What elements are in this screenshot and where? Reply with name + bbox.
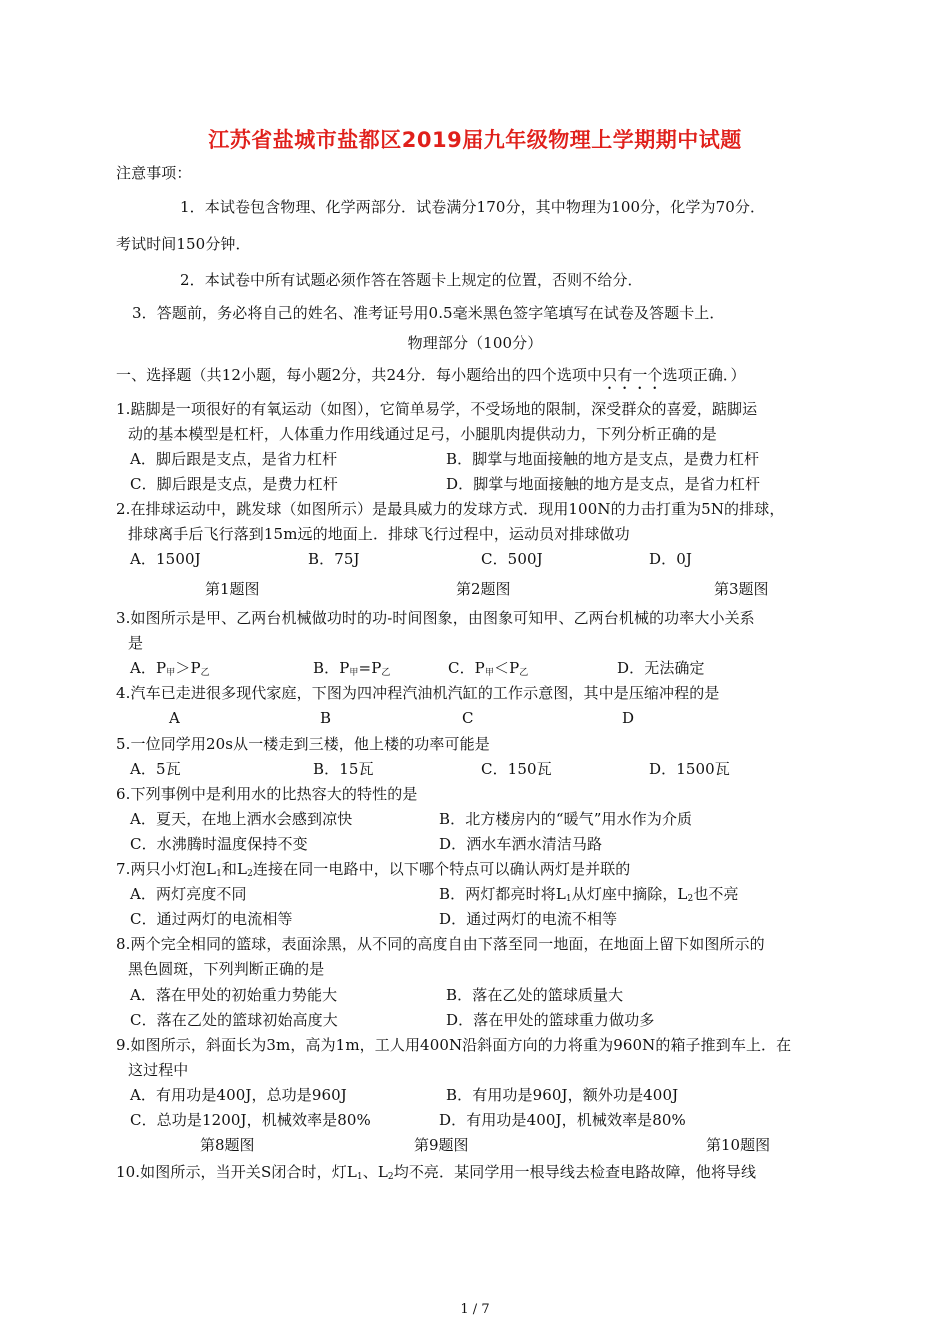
part1-instructions [116, 365, 746, 393]
q10-stem-mid: 、L [362, 1163, 388, 1181]
figure-caption-q2: 第2题图 [456, 580, 511, 598]
q8-stem-line2: 黑色圆斑，下列判断正确的是 [128, 960, 325, 978]
q5-option-c: C．150瓦 [481, 760, 552, 778]
q3-b-sub1: 甲 [349, 668, 359, 678]
q2-option-a: A．1500J [130, 550, 201, 568]
notice-item-1-cont: 考试时间150分钟． [116, 235, 251, 253]
part1-intro-emphasis: 只有一个 [602, 366, 663, 384]
q3-option-a [130, 658, 210, 678]
q3-option-d: D．无法确定 [617, 659, 705, 677]
q3-b-text: B．P [313, 659, 350, 677]
q7-stem-pre: 7.两只小灯泡L [116, 860, 217, 878]
q1-stem-line2: 动的基本模型是杠杆，人体重力作用线通过足弓，小腿肌肉提供动力，下列分析正确的是 [128, 425, 717, 443]
figure-caption-q1: 第1题图 [205, 580, 260, 598]
figure-caption-q3: 第3题图 [714, 580, 769, 598]
q10-stem-sub2: 2 [387, 1172, 394, 1182]
q9-stem-line2: 这过程中 [128, 1061, 189, 1079]
q4-label-d: D [622, 709, 635, 727]
q10-stem [116, 1162, 756, 1182]
section-title: 物理部分（100分） [407, 334, 543, 352]
q2-stem-line2: 排球离手后飞行落到15m远的地面上．排球飞行过程中，运动员对排球做功 [128, 525, 630, 543]
q7-b-sub2: 2 [687, 894, 694, 904]
q3-stem-line1: 3.如图所示是甲、乙两台机械做功时的功-时间图象，由图象可知甲、乙两台机械的功率大小关系 [116, 609, 755, 627]
q4-label-b: B [320, 709, 332, 727]
q9-option-c: C．总功是1200J，机械效率是80% [130, 1111, 371, 1129]
q9-option-a: A．有用功是400J，总功是960J [130, 1086, 347, 1104]
notice-item-1: 1．本试卷包含物理、化学两部分．试卷满分170分，其中物理为100分，化学为70分． [180, 198, 766, 216]
part1-intro-after: 选项正确．） [662, 366, 746, 384]
q8-option-d: D．落在甲处的篮球重力做功多 [446, 1011, 655, 1029]
q3-a-mid: ＞P [175, 659, 201, 677]
q2-option-b: B．75J [308, 550, 360, 568]
q6-option-d: D．洒水车洒水清洁马路 [439, 835, 603, 853]
q7-b-sub1: 1 [565, 894, 572, 904]
q7-stem [116, 859, 630, 879]
q4-label-c: C [462, 709, 474, 727]
q8-option-c: C．落在乙处的篮球初始高度大 [130, 1011, 338, 1029]
q5-option-a: A．5瓦 [130, 760, 181, 778]
q8-option-b: B．落在乙处的篮球质量大 [446, 986, 624, 1004]
q1-option-c: C．脚后跟是支点，是费力杠杆 [130, 475, 338, 493]
q3-b-sub2: 乙 [381, 668, 391, 678]
q5-stem: 5.一位同学用20s从一楼走到三楼，他上楼的功率可能是 [116, 735, 490, 753]
q8-option-a: A．落在甲处的初始重力势能大 [130, 986, 338, 1004]
q4-label-a: A [169, 709, 180, 727]
q8-stem-line1: 8.两个完全相同的篮球，表面涂黑，从不同的高度自由下落至同一地面，在地面上留下如图所示的 [116, 935, 765, 953]
q10-stem-post: 均不亮．某同学用一根导线去检查电路故障，他将导线 [393, 1163, 757, 1181]
part1-intro-before: 一、选择题（共12小题，每小题2分，共24分．每小题给出的四个选项中 [116, 366, 603, 384]
q7-option-c: C．通过两灯的电流相等 [130, 910, 293, 928]
q3-a-text: A．P [130, 659, 167, 677]
q1-option-d: D．脚掌与地面接触的地方是支点，是省力杠杆 [446, 475, 761, 493]
q6-option-c: C．水沸腾时温度保持不变 [130, 835, 308, 853]
q10-stem-sub1: 1 [356, 1172, 363, 1182]
q7-option-d: D．通过两灯的电流不相等 [439, 910, 618, 928]
q7-stem-post: 连接在同一电路中，以下哪个特点可以确认两灯是并联的 [252, 860, 631, 878]
page-number: 1 / 7 [460, 1302, 490, 1317]
q7-b-mid: 从灯座中摘除，L [571, 885, 688, 903]
q7-stem-sub2: 2 [247, 869, 253, 879]
q3-stem-line2: 是 [128, 634, 144, 652]
q7-option-b [439, 884, 739, 904]
q9-stem-line1: 9.如图所示，斜面长为3m，高为1m，工人用400N沿斜面方向的力将重为960N的箱子推到车上．在 [116, 1036, 792, 1054]
q5-option-d: D．1500瓦 [649, 760, 730, 778]
q2-option-d: D．0J [649, 550, 692, 568]
q3-c-text: C．P [448, 659, 485, 677]
q7-option-a: A．两灯亮度不同 [130, 885, 247, 903]
q6-option-b: B．北方楼房内的“暖气”用水作为介质 [439, 810, 693, 828]
q3-a-sub1: 甲 [166, 668, 176, 678]
q1-stem-line1: 1.踮脚是一项很好的有氧运动（如图），它简单易学，不受场地的限制，深受群众的喜爱，踮脚运 [116, 400, 758, 418]
notice-heading: 注意事项： [116, 164, 192, 182]
q5-option-b: B．15瓦 [313, 760, 374, 778]
q3-option-c [448, 658, 528, 678]
figure-caption-q8: 第8题图 [200, 1136, 255, 1154]
notice-item-3: 3．答题前，务必将自己的姓名、准考证号用0.5毫米黑色签字笔填写在试卷及答题卡上． [132, 304, 725, 322]
q3-option-b [313, 658, 391, 678]
q3-b-mid: =P [358, 659, 382, 677]
q3-a-sub2: 乙 [200, 668, 210, 678]
q1-option-a: A．脚后跟是支点，是省力杠杆 [130, 450, 338, 468]
q7-stem-sub1: 1 [216, 869, 222, 879]
figure-caption-q9: 第9题图 [414, 1136, 469, 1154]
q6-stem: 6.下列事例中是利用水的比热容大的特性的是 [116, 785, 418, 803]
notice-item-2: 2．本试卷中所有试题必须作答在答题卡上规定的位置，否则不给分． [180, 271, 643, 289]
q2-stem-line1: 2.在排球运动中，跳发球（如图所示）是最具威力的发球方式．现用100N的力击打重为5N的排球， [116, 500, 785, 518]
figure-caption-q10: 第10题图 [706, 1136, 771, 1154]
q7-stem-mid: 和L [221, 860, 248, 878]
q3-c-sub2: 乙 [519, 668, 529, 678]
q9-option-b: B．有用功是960J，额外功是400J [446, 1086, 679, 1104]
page-title: 江苏省盐城市盐都区2019届九年级物理上学期期中试题 [208, 128, 742, 152]
q3-c-sub1: 甲 [484, 668, 494, 678]
q7-b-pre: B．两灯都亮时将L [439, 885, 566, 903]
q10-stem-pre: 10.如图所示，当开关S闭合时，灯L [116, 1163, 357, 1181]
q6-option-a: A．夏天，在地上洒水会感到凉快 [130, 810, 353, 828]
q4-stem: 4.汽车已走进很多现代家庭，下图为四冲程汽油机汽缸的工作示意图，其中是压缩冲程的是 [116, 684, 720, 702]
q7-b-post: 也不亮 [693, 885, 739, 903]
q2-option-c: C．500J [481, 550, 543, 568]
q1-option-b: B．脚掌与地面接触的地方是支点，是费力杠杆 [446, 450, 760, 468]
q3-c-mid: ＜P [493, 659, 520, 677]
q9-option-d: D．有用功是400J，机械效率是80% [439, 1111, 686, 1129]
